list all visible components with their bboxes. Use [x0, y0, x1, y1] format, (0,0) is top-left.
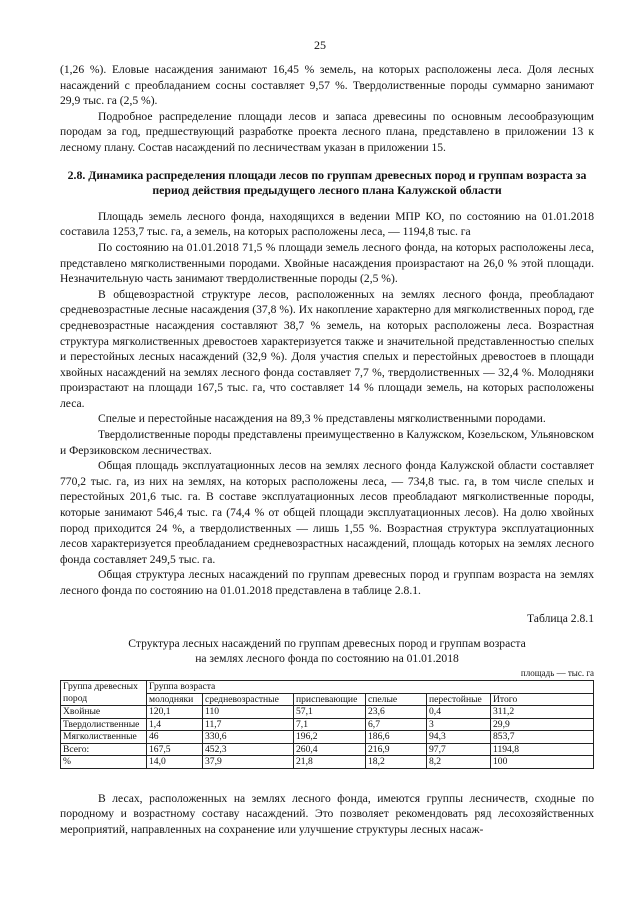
forest-structure-table	[60, 680, 594, 769]
table-unit: площадь — тыс. га	[520, 668, 594, 679]
table-header-cell: Группа возраста	[147, 681, 594, 694]
table-cell: 100	[491, 756, 594, 769]
table-caption	[60, 636, 594, 666]
table-cell: 57,1	[294, 706, 366, 719]
table-header-row	[61, 681, 594, 694]
table-cell: Мягколиственные	[61, 731, 147, 744]
table-header-cell: приспевающие	[294, 693, 366, 706]
paragraph: (1,26 %). Еловые насаждения занимают 16,45 % земель, на которых расположены леса. Доля лесных насаждений с преобладанием сосны составляет 9,57 %. Твердолиственные породы суммарно занимают 29,9 тыс. га (2,5 %).	[60, 63, 594, 108]
table-header-cell: пород	[61, 693, 147, 706]
table-cell: 0,4	[427, 706, 491, 719]
paragraph: Спелые и перестойные насаждения на 89,3 % представлены мягколиственными породами.	[98, 412, 546, 426]
table-cell: 97,7	[427, 743, 491, 756]
table-cell: 330,6	[203, 731, 294, 744]
table-caption-line: Структура лесных насаждений по группам древесных пород и группам возраста	[128, 637, 526, 651]
table-cell: 8,2	[427, 756, 491, 769]
table-cell: 6,7	[366, 718, 427, 731]
table-header-cell: спелые	[366, 693, 427, 706]
table-cell: 186,6	[366, 731, 427, 744]
section-heading: 2.8. Динамика распределения площади лесов по группам древесных пород и группам возраста за период действия предыдущего лесного плана Калужской области	[67, 167, 587, 198]
table-header-cell: Итого	[491, 693, 594, 706]
table-cell: 1,4	[147, 718, 203, 731]
table-cell: 216,9	[366, 743, 427, 756]
table-header-cell: средневозрастные	[203, 693, 294, 706]
table-cell: 14,0	[147, 756, 203, 769]
table-cell: 196,2	[294, 731, 366, 744]
table-cell: 23,6	[366, 706, 427, 719]
paragraph: Подробное распределение площади лесов и запаса древесины по основным лесообразующим породам за год, предшествующий разработке проекта лесного плана, представлено в приложении 13 к лесному плану. Состав насаждений по лесничествам указан в приложении 15.	[60, 109, 594, 154]
table-row	[61, 743, 594, 756]
table-cell: 3	[427, 718, 491, 731]
table-cell: 110	[203, 706, 294, 719]
table-cell: Твердолиственные	[61, 718, 147, 731]
table-cell: 11,7	[203, 718, 294, 731]
table-cell: 1194,8	[491, 743, 594, 756]
table-cell: 853,7	[491, 731, 594, 744]
table-cell: 311,2	[491, 706, 594, 719]
table-cell: 452,3	[203, 743, 294, 756]
table-row	[61, 718, 594, 731]
paragraph: По состоянию на 01.01.2018 71,5 % площади земель лесного фонда, на которых расположены леса, представлено мягколиственными породами. Хвойные насаждения произрастают на 26,0 % этой площади. Незначительную часть занимают твердолиственные породы (2,5 %).	[60, 240, 594, 286]
table-cell: Хвойные	[61, 706, 147, 719]
paragraph: Общая площадь эксплуатационных лесов на землях лесного фонда Калужской области составляет 770,2 тыс. га, из них на землях, на которых расположены леса, — 734,8 тыс. га, в том числе спелых и перестойных 201,6 тыс. га. В составе эксплуатационных лесов преобладают мягколиственные породы, которые занимают 546,4 тыс. га (74,4 % от общей площади эксплуатационных лесов). На долю хвойных пород приходится 24 %, а твердолиственных — лишь 1,55 %. Возрастная структура эксплуатационных лесов характеризуется преобладанием средневозрастных насаждений, площадь которых на землях лесного фонда составляет 249,5 тыс. га.	[60, 459, 594, 566]
table-cell: 120,1	[147, 706, 203, 719]
paragraph: В общевозрастной структуре лесов, расположенных на землях лесного фонда, преобладают средневозрастные лесные насаждения (37,8 %). Их накопление характерно для мягколиственных пород, где средневозрастные насаждения составляют 38,7 % земель, на которых расположены леса. Возрастная структура мягколиственных древостоев характеризуется также и значительной представленностью спелых и перестойных лесных насаждений (32,9 %). Доля участия спелых и перестойных древостоев в площади хвойных насаждений на землях лесного фонда составляет 7,7 %, твердолиственных — 32,4 %. Молодняки произрастают на площади 167,5 тыс. га, что составляет 14 % площади земель, на которых расположены леса.	[60, 287, 594, 410]
table-header-cell: молодняки	[147, 693, 203, 706]
table-cell: Всего:	[61, 743, 147, 756]
table-label: Таблица 2.8.1	[527, 611, 594, 625]
table-header-cell: Группа древесных	[61, 681, 147, 694]
table-row	[61, 706, 594, 719]
paragraph: Твердолиственные породы представлены преимущественно в Калужском, Козельском, Ульяновском и Ферзиковском лесничествах.	[60, 428, 594, 457]
table-cell: 29,9	[491, 718, 594, 731]
paragraph: Площадь земель лесного фонда, находящихся в ведении МПР КО, по состоянию на 01.01.2018 составила 1253,7 тыс. га, а земель, на которых расположены леса, — 1194,8 тыс. га	[60, 209, 594, 239]
table-cell: 21,8	[294, 756, 366, 769]
table-cell: 94,3	[427, 731, 491, 744]
table-header-cell: перестойные	[427, 693, 491, 706]
table-row	[61, 756, 594, 769]
table-cell: 37,9	[203, 756, 294, 769]
paragraph: Общая структура лесных насаждений по группам древесных пород и группам возраста на землях лесного фонда по состоянию на 01.01.2018 представлена в таблице 2.8.1.	[60, 568, 594, 597]
page-number: 25	[314, 38, 326, 52]
table-caption-line: на землях лесного фонда по состоянию на 01.01.2018	[195, 652, 459, 666]
table-cell: 167,5	[147, 743, 203, 756]
table-cell: 260,4	[294, 743, 366, 756]
document-body	[60, 62, 594, 837]
table-row	[61, 731, 594, 744]
table-cell: 7,1	[294, 718, 366, 731]
table-cell: 18,2	[366, 756, 427, 769]
table-header-row	[61, 693, 594, 706]
paragraph: В лесах, расположенных на землях лесного фонда, имеются группы лесничеств, сходные по породному и возрастному составу насаждений. Это позволяет рекомендовать ряд лесохозяйственных мероприятий, направленных на сохранение или улучшение структуры лесных насаж-	[60, 791, 594, 836]
table-cell: 46	[147, 731, 203, 744]
table-cell: %	[61, 756, 147, 769]
